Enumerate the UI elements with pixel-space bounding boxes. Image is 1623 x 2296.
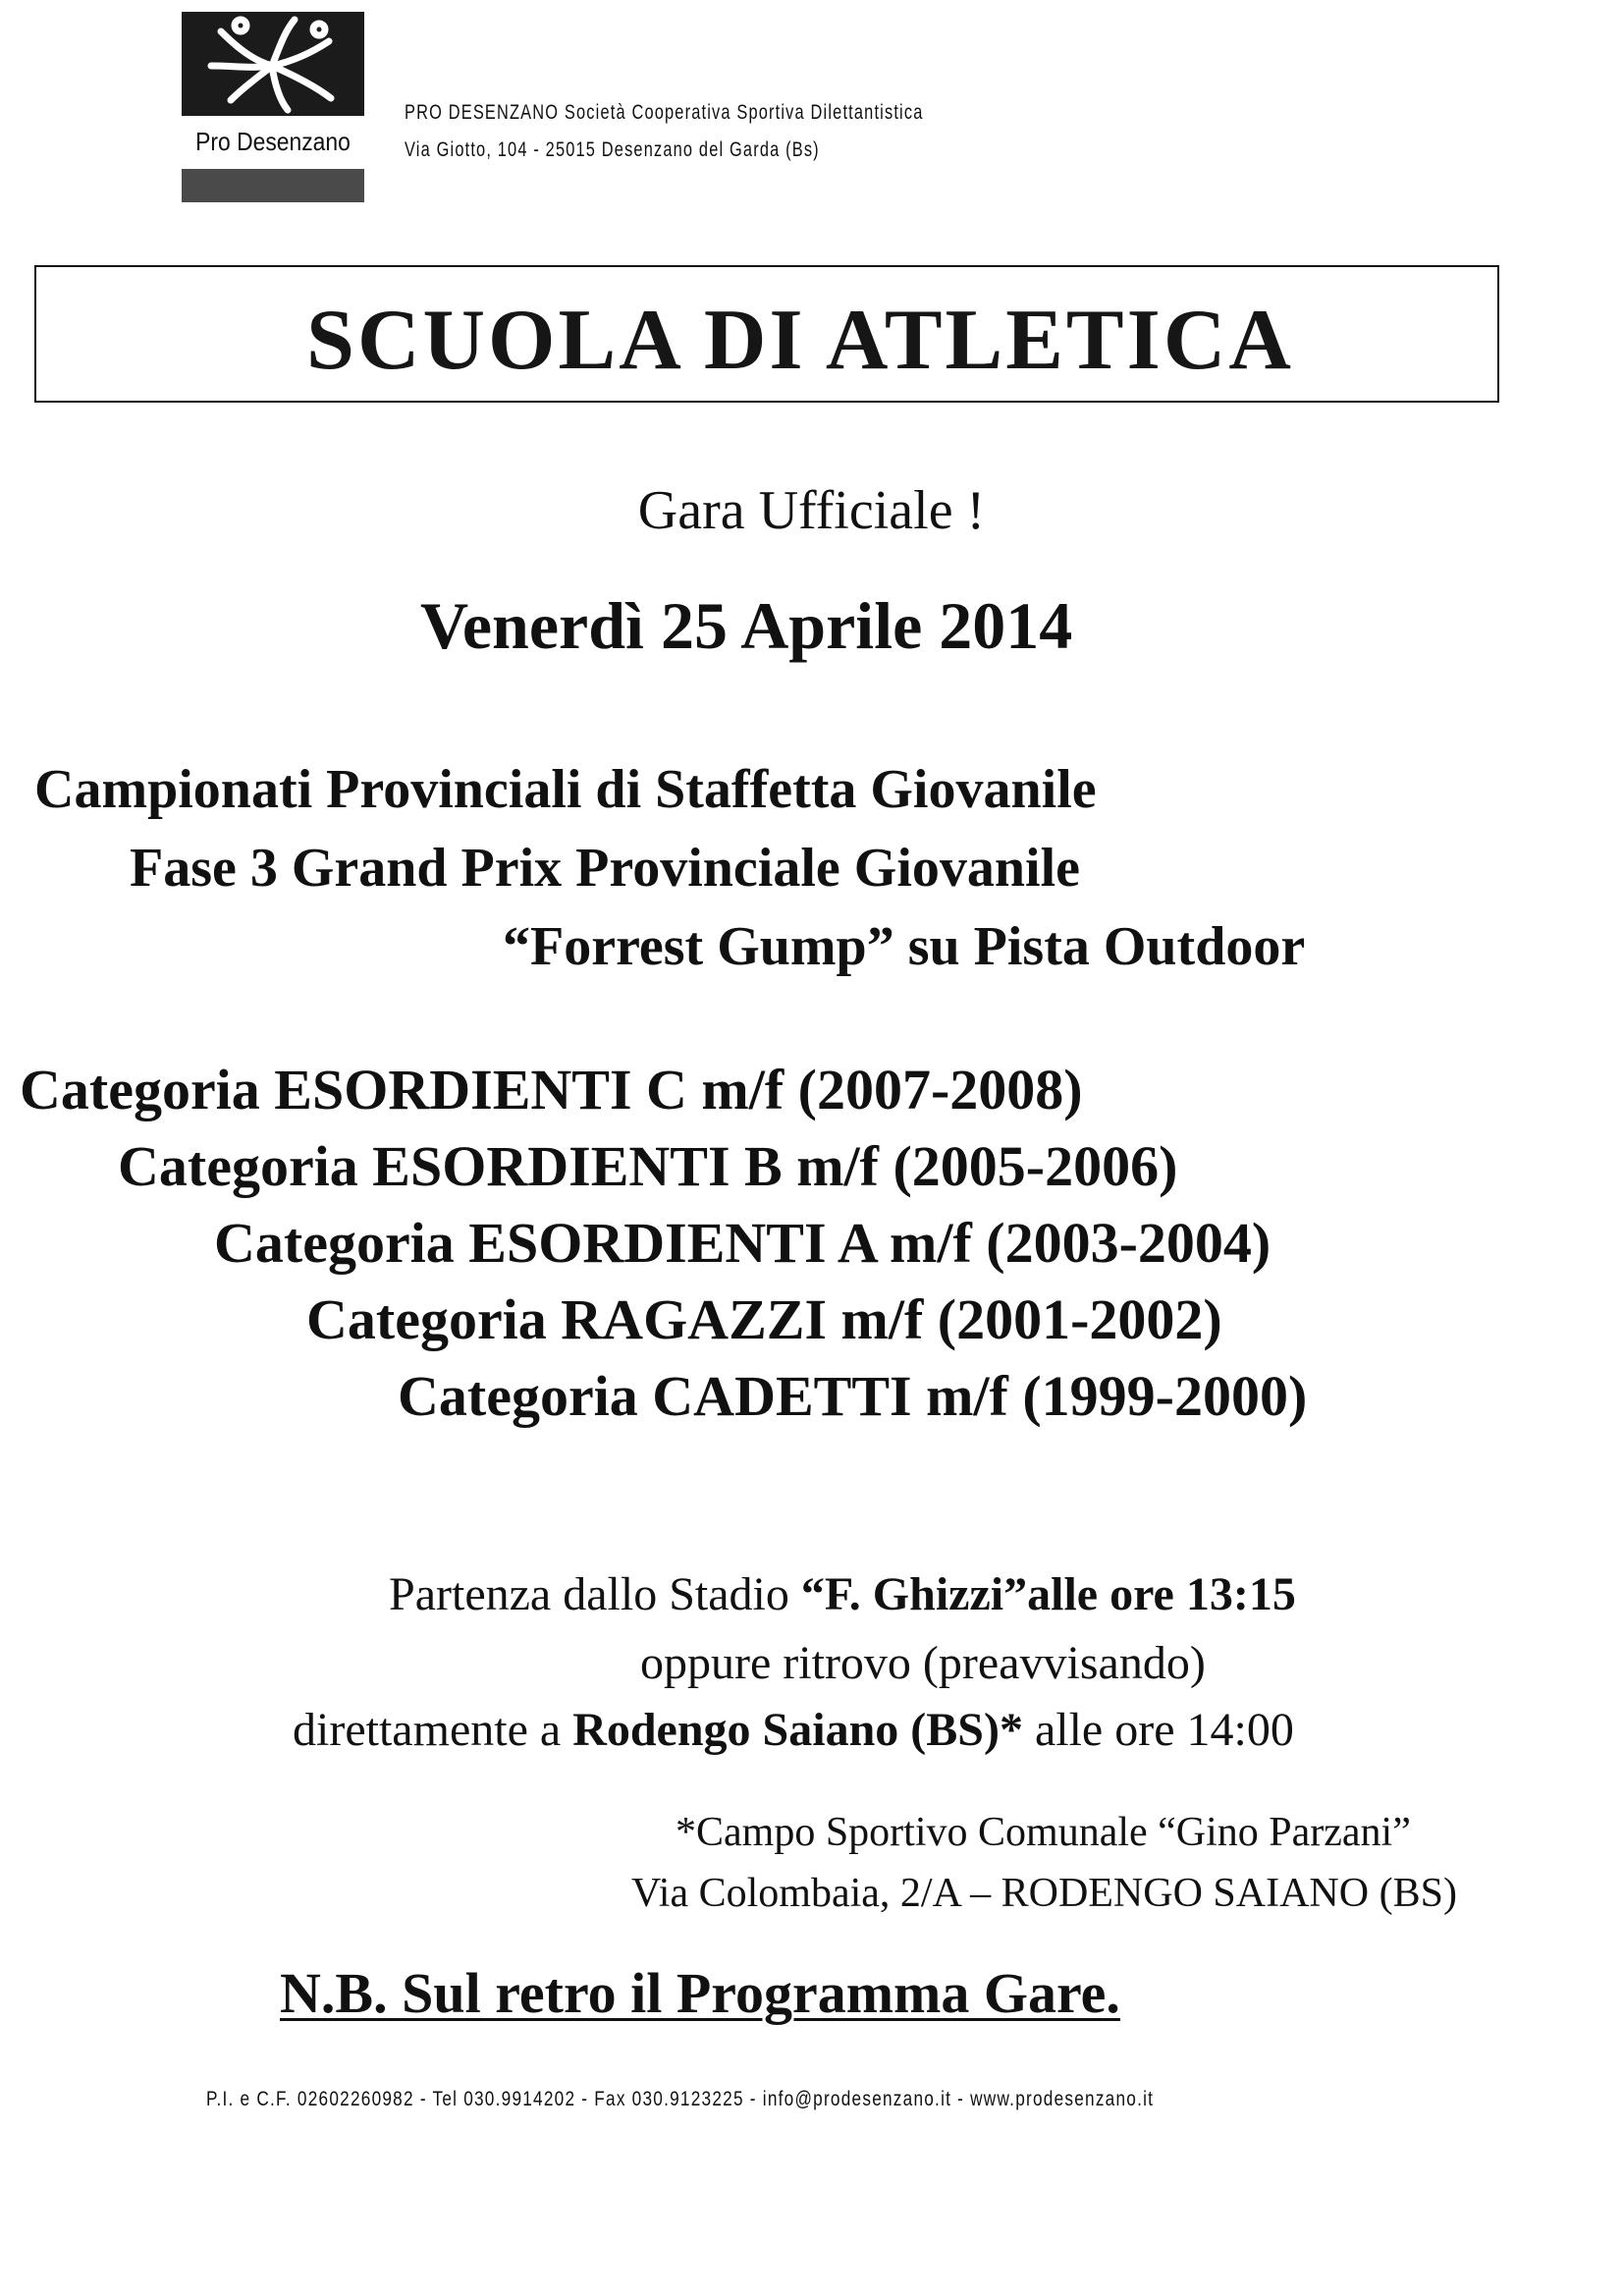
championship-line: “Forrest Gump” su Pista Outdoor: [503, 916, 1306, 977]
logo: [182, 12, 364, 194]
organization-address: Via Giotto, 104 - 25015 Desenzano del Garda (Bs): [405, 138, 820, 161]
organization-name: PRO DESENZANO Società Cooperativa Sportiva Dilettantistica: [405, 101, 924, 124]
category-item: Categoria ESORDIENTI A m/f (2003-2004): [214, 1211, 1271, 1275]
event-date: Venerdì 25 Aprile 2014: [420, 588, 1073, 663]
championship-line: Fase 3 Grand Prix Provinciale Giovanile: [130, 838, 1080, 899]
meeting-line: oppure ritrovo (preavvisando): [640, 1637, 1206, 1689]
organization-info: [405, 94, 924, 169]
direct-text: direttamente a: [293, 1704, 573, 1756]
footer-contacts: P.I. e C.F. 02602260982 - Tel 030.9914202 - Fax 030.9123225 - info@prodesenzano.it - www.prodesenzano.it: [206, 2088, 1155, 2110]
category-item: Categoria ESORDIENTI B m/f (2005-2006): [118, 1134, 1178, 1198]
page-title: SCUOLA DI ATLETICA: [306, 293, 1294, 388]
departure-text: Partenza dallo Stadio: [389, 1568, 801, 1620]
departure-line: [389, 1567, 1296, 1621]
subtitle: Gara Ufficiale !: [637, 480, 986, 541]
venue-address: Via Colombaia, 2/A – RODENGO SAIANO (BS): [631, 1871, 1457, 1916]
venue-name: *Campo Sportivo Comunale “Gino Parzani”: [676, 1810, 1411, 1855]
category-item: Categoria ESORDIENTI C m/f (2007-2008): [20, 1058, 1083, 1121]
direct-time: alle ore 14:00: [1022, 1704, 1294, 1756]
back-note: N.B. Sul retro il Programma Gare.: [280, 1961, 1120, 2025]
departure-stadium: “F. Ghizzi”alle ore 13:15: [800, 1568, 1296, 1620]
logo-name: Pro Desenzano: [195, 126, 351, 156]
championship-line: Campionati Provinciali di Staffetta Giovanile: [34, 759, 1097, 820]
category-item: Categoria CADETTI m/f (1999-2000): [398, 1364, 1308, 1428]
category-item: Categoria RAGAZZI m/f (2001-2002): [306, 1287, 1222, 1351]
logo-bar: [182, 169, 364, 202]
direct-location: Rodengo Saiano (BS)*: [572, 1704, 1023, 1756]
direct-line: [293, 1703, 1294, 1757]
logo-star-icon: [182, 12, 364, 116]
